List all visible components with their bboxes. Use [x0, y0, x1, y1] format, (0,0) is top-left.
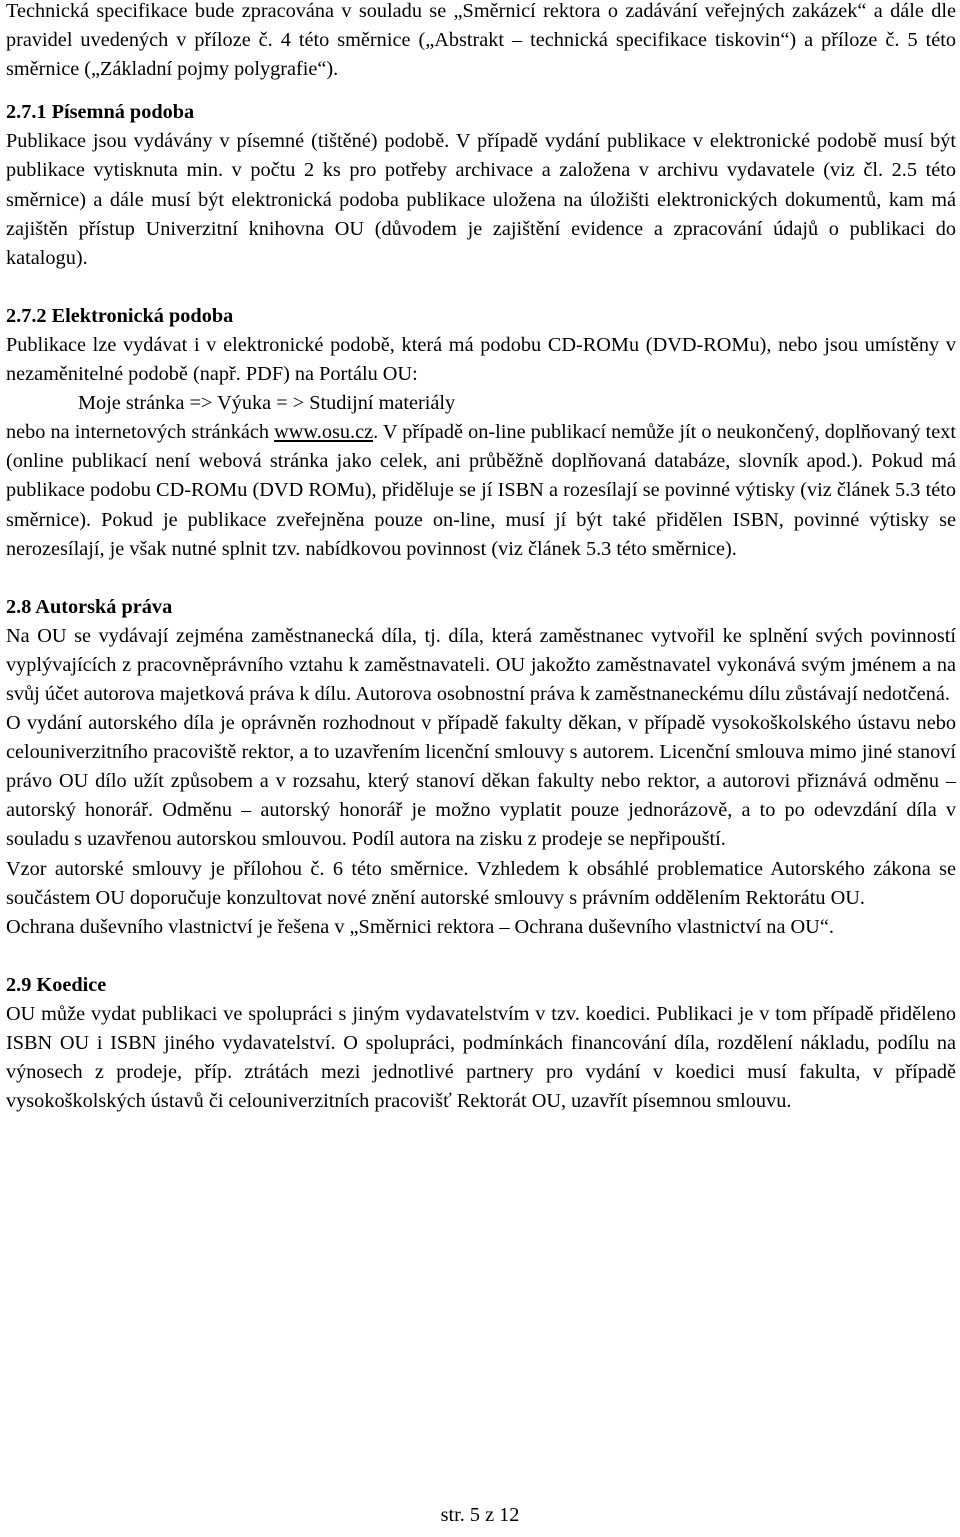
paragraph-2-8-b: O vydání autorského díla je oprávněn rozhodnout v případě fakulty děkan, v případě vysokoškolského ústavu nebo celouniverzitního pracoviště rektor, a to uzavřením licenční smlouvy s autorem. Licenční smlouva mimo jiné stanoví právo OU dílo užít způsobem a v rozsahu, který stanoví děkan fakulty nebo rektor, a autorovi přiznává odměnu – autorský honorář. Odměnu – autorský honorář je možno vyplatit pouze jednorázově, a to po odevzdání díla v souladu s uzavřenou autorskou smlouvou. Podíl autora na zisku z prodeje se nepřipouští. [6, 712, 956, 851]
intro-paragraph: Technická specifikace bude zpracována v souladu se „Směrnicí rektora o zadávání veřejných zakázek“ a dále dle pravidel uvedených v příloze č. 4 této směrnice („Abstrakt – technická specifikace tiskovin“) a příloze č. 5 této směrnice („Základní pojmy polygrafie“). [6, 0, 956, 81]
website-link[interactable]: www.osu.cz [274, 421, 374, 444]
paragraph-2-8-c: Vzor autorské smlouvy je přílohou č. 6 této směrnice. Vzhledem k obsáhlé problematice Autorského zákona se součástem OU doporučuje konzultovat nové znění autorské smlouvy s právním oddělením Rektorátu OU. [6, 857, 956, 909]
heading-2-8: 2.8 Autorská práva [6, 595, 173, 618]
paragraph-2-8-a: Na OU se vydávají zejména zaměstnanecká díla, tj. díla, která zaměstnanec vytvořil ke splnění svých povinností vyplývajících z pracovněprávního vztahu k zaměstnavateli. OU jakožto zaměstnavatel vykonává svým jménem a na svůj účet autorova majetková práva k dílu. Autorova osobnostní práva k zaměstnaneckému dílu zůstávají nedotčená. [6, 624, 956, 705]
heading-2-7-2: 2.7.2 Elektronická podoba [6, 304, 234, 327]
document-page [6, 0, 956, 1116]
page-number: str. 5 z 12 [440, 1504, 520, 1526]
paragraph-2-7-2-intro: Publikace lze vydávat i v elektronické podobě, která má podobu CD-ROMu (DVD-ROMu), nebo jsou umístěny v nezaměnitelné podobě (např. PDF) na Portálu OU: [6, 333, 956, 386]
paragraph-2-7-2-body [6, 418, 956, 563]
text-after-url: . V případě on-line publikací nemůže jít o neukončený, doplňovaný text (online publikací není webová stránka jako celek, ani průběžně doplňovaná databáze, slovník apod.). Pokud má publikace podobu CD-ROMu (DVD ROMu), přiděluje se jí ISBN a rozesílají se povinné výtisky (viz článek 5.3 této směrnice). Pokud je publikace zveřejněna pouze on-line, musí jí být také přidělen ISBN, povinné výtisky se nerozesílají, je však nutné splnit tzv. nabídkovou povinnost (viz článek 5.3 této směrnice). [6, 421, 956, 560]
paragraph-2-7-1: Publikace jsou vydávány v písemné (tištěné) podobě. V případě vydání publikace v elektronické podobě musí být publikace vytisknuta min. v počtu 2 ks pro potřeby archivace a založena v archivu vydavatele (viz čl. 2.5 této směrnice) a dále musí být elektronická podoba publikace uložena na úložišti elektronických dokumentů, kam má zajištěn přístup Univerzitní knihovna OU (důvodem je zajištění evidence a zpracování údajů o publikaci do katalogu). [6, 130, 956, 269]
portal-path-line: Moje stránka => Výuka = > Studijní materiály [78, 392, 456, 415]
heading-2-9: 2.9 Koedice [6, 973, 107, 996]
text-before-url: nebo na internetových stránkách [6, 421, 270, 444]
heading-2-7-1: 2.7.1 Písemná podoba [6, 101, 195, 124]
paragraph-2-9: OU může vydat publikaci ve spolupráci s jiným vydavatelstvím v tzv. koedici. Publikaci je v tom případě přiděleno ISBN OU i ISBN jiného vydavatelství. O spolupráci, podmínkách financování díla, rozdělení nákladu, podílu na výnosech z prodeje, příp. ztrátách mezi jednotlivé partnery pro vydání v koedici musí fakulta, v případě vysokoškolských ústavů či celouniverzitních pracovišť Rektorát OU, uzavřít písemnou smlouvu. [6, 1002, 956, 1113]
paragraph-2-8-d: Ochrana duševního vlastnictví je řešena v „Směrnici rektora – Ochrana duševního vlastnictví na OU“. [6, 915, 834, 938]
